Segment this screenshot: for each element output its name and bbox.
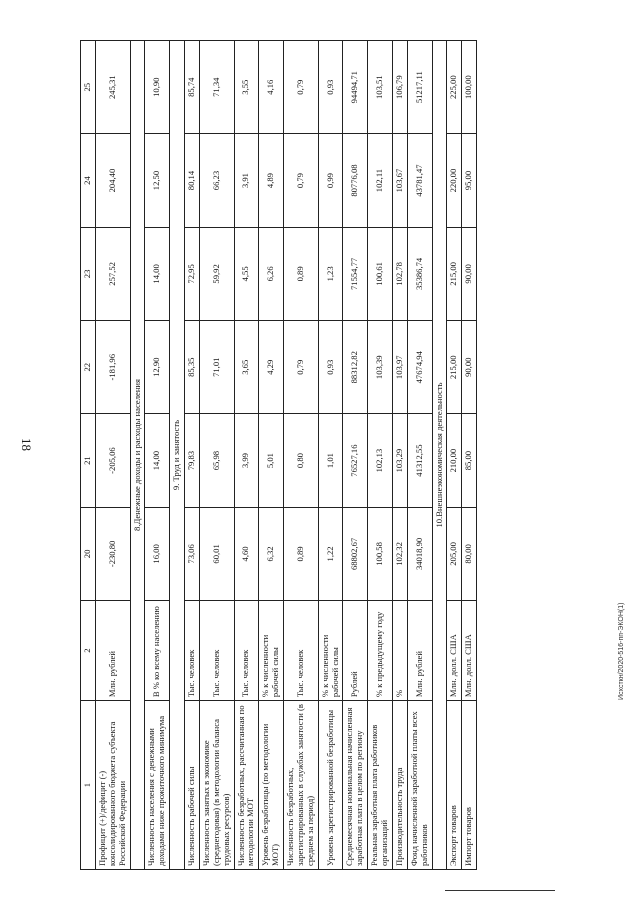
value-cell: 100,58 <box>368 507 393 600</box>
value-cell: 16,00 <box>145 507 170 600</box>
value-cell: 14,00 <box>145 227 170 320</box>
table-row <box>234 41 259 870</box>
indicator-label: Импорт товаров <box>462 701 477 870</box>
column-header: 21 <box>81 414 96 507</box>
value-cell: 85,00 <box>462 414 477 507</box>
table-row <box>368 41 393 870</box>
value-cell: 103,67 <box>392 134 407 227</box>
unit-cell: % к численности рабочей силы <box>318 601 343 701</box>
unit-cell: Млн. долл. США <box>462 601 477 701</box>
section-title: 8.Денежные доходы и расходы населения <box>130 41 145 870</box>
value-cell: 102,32 <box>392 507 407 600</box>
value-cell: 71554,77 <box>343 227 368 320</box>
value-cell: 3,99 <box>234 414 259 507</box>
unit-cell: Млн. рублей <box>407 601 432 701</box>
value-cell: 106,79 <box>392 41 407 134</box>
unit-cell: Тыс. человек <box>284 601 319 701</box>
value-cell: 51217,11 <box>407 41 432 134</box>
value-cell: 0,79 <box>284 321 319 414</box>
value-cell: 88312,82 <box>343 321 368 414</box>
section-row <box>170 41 185 870</box>
indicator-label: Численность населения с денежными доходами ниже прожиточного минимума <box>145 701 170 870</box>
section-row <box>130 41 145 870</box>
column-header: 1 <box>81 701 96 870</box>
table-row <box>95 41 130 870</box>
section-title: 10.Внешнеэкономическая деятельность <box>432 41 447 870</box>
value-cell: 94494,71 <box>343 41 368 134</box>
value-cell: 215,00 <box>447 227 462 320</box>
value-cell: 103,97 <box>392 321 407 414</box>
table-row <box>284 41 319 870</box>
value-cell: 14,00 <box>145 414 170 507</box>
value-cell: 6,26 <box>259 227 284 320</box>
value-cell: 71,01 <box>199 321 234 414</box>
column-header: 23 <box>81 227 96 320</box>
table-row <box>343 41 368 870</box>
table-row <box>447 41 462 870</box>
unit-cell: Тыс. человек <box>234 601 259 701</box>
value-cell: 102,13 <box>368 414 393 507</box>
value-cell: 215,00 <box>447 321 462 414</box>
value-cell: 3,91 <box>234 134 259 227</box>
value-cell: 0,89 <box>284 507 319 600</box>
table-header <box>81 41 96 870</box>
value-cell: 204,40 <box>95 134 130 227</box>
column-header: 20 <box>81 507 96 600</box>
value-cell: 210,00 <box>447 414 462 507</box>
value-cell: 103,39 <box>368 321 393 414</box>
table-row <box>145 41 170 870</box>
value-cell: 0,79 <box>284 134 319 227</box>
indicator-label: Уровень зарегистрированной безработицы <box>318 701 343 870</box>
value-cell: 73,06 <box>185 507 200 600</box>
value-cell: 220,00 <box>447 134 462 227</box>
indicator-label: Экспорт товаров <box>447 701 462 870</box>
value-cell: 90,00 <box>462 227 477 320</box>
table-row <box>407 41 432 870</box>
value-cell: 68802,67 <box>343 507 368 600</box>
value-cell: 79,83 <box>185 414 200 507</box>
value-cell: 60,01 <box>199 507 234 600</box>
statistics-table <box>80 40 477 870</box>
value-cell: 72,95 <box>185 227 200 320</box>
statistics-table-container <box>80 40 600 870</box>
value-cell: 80,00 <box>462 507 477 600</box>
value-cell: 71,34 <box>199 41 234 134</box>
unit-cell: В % ко всему населению <box>145 601 170 701</box>
table-row <box>185 41 200 870</box>
table-row <box>199 41 234 870</box>
table-row <box>462 41 477 870</box>
value-cell: -181,96 <box>95 321 130 414</box>
column-header: 24 <box>81 134 96 227</box>
page-number: 18 <box>19 438 34 451</box>
unit-cell: Тыс. человек <box>199 601 234 701</box>
value-cell: 95,00 <box>462 134 477 227</box>
value-cell: 4,16 <box>259 41 284 134</box>
unit-cell: Млн. долл. США <box>447 601 462 701</box>
value-cell: 12,50 <box>145 134 170 227</box>
unit-cell: % к численности рабочей силы <box>259 601 284 701</box>
value-cell: 0,93 <box>318 41 343 134</box>
value-cell: 4,55 <box>234 227 259 320</box>
value-cell: 3,55 <box>234 41 259 134</box>
value-cell: 85,35 <box>185 321 200 414</box>
value-cell: 80,14 <box>185 134 200 227</box>
indicator-label: Численность рабочей силы <box>185 701 200 870</box>
indicator-label: Уровень безработицы (по методологии МОТ) <box>259 701 284 870</box>
unit-cell: Тыс. человек <box>185 601 200 701</box>
value-cell: 5,01 <box>259 414 284 507</box>
value-cell: 66,23 <box>199 134 234 227</box>
value-cell: 225,00 <box>447 41 462 134</box>
unit-cell: Млн. рублей <box>95 601 130 701</box>
value-cell: 12,90 <box>145 321 170 414</box>
unit-cell: Рублей <box>343 601 368 701</box>
value-cell: 47674,94 <box>407 321 432 414</box>
value-cell: 0,89 <box>284 227 319 320</box>
value-cell: 102,11 <box>368 134 393 227</box>
table-row <box>259 41 284 870</box>
indicator-label: Численность безработных, зарегистрированных в службах занятости (в среднем за период) <box>284 701 319 870</box>
value-cell: 10,90 <box>145 41 170 134</box>
value-cell: 100,61 <box>368 227 393 320</box>
unit-cell: % <box>392 601 407 701</box>
value-cell: 4,60 <box>234 507 259 600</box>
value-cell: 41312,55 <box>407 414 432 507</box>
value-cell: 85,74 <box>185 41 200 134</box>
value-cell: 3,65 <box>234 321 259 414</box>
indicator-label: Профицит (+)/дефицит (-) консолидированного бюджета субъекта Российской Федерации <box>95 701 130 870</box>
value-cell: 65,98 <box>199 414 234 507</box>
value-cell: 35386,74 <box>407 227 432 320</box>
indicator-label: Среднемесячная номинальная начисленная заработная плата в целом по региону <box>343 701 368 870</box>
value-cell: 0,80 <box>284 414 319 507</box>
value-cell: 43781,47 <box>407 134 432 227</box>
value-cell: 4,89 <box>259 134 284 227</box>
document-stamp: Исхсткн/2020-516-пп-ЭКОН(1) <box>618 602 625 700</box>
value-cell: 1,23 <box>318 227 343 320</box>
value-cell: 0,79 <box>284 41 319 134</box>
column-header: 2 <box>81 601 96 701</box>
value-cell: 205,00 <box>447 507 462 600</box>
indicator-label: Фонд начисленной заработной платы всех работников <box>407 701 432 870</box>
value-cell: 59,92 <box>199 227 234 320</box>
value-cell: 34018,90 <box>407 507 432 600</box>
value-cell: 257,52 <box>95 227 130 320</box>
unit-cell: % к предыдущему году <box>368 601 393 701</box>
footer-rule <box>445 890 555 891</box>
value-cell: 103,51 <box>368 41 393 134</box>
table-body <box>95 41 476 870</box>
value-cell: 0,99 <box>318 134 343 227</box>
value-cell: 102,78 <box>392 227 407 320</box>
value-cell: 80776,08 <box>343 134 368 227</box>
table-row <box>392 41 407 870</box>
section-title: 9. Труд и занятость <box>170 41 185 870</box>
value-cell: 6,32 <box>259 507 284 600</box>
header-row <box>81 41 96 870</box>
value-cell: 76527,16 <box>343 414 368 507</box>
value-cell: -205,06 <box>95 414 130 507</box>
value-cell: 1,22 <box>318 507 343 600</box>
indicator-label: Производительность труда <box>392 701 407 870</box>
value-cell: -230,80 <box>95 507 130 600</box>
value-cell: 100,00 <box>462 41 477 134</box>
indicator-label: Реальная заработная плата работников организаций <box>368 701 393 870</box>
indicator-label: Численность занятых в экономике (среднегодовая) (в методологии баланса трудовых ресурсов) <box>199 701 234 870</box>
value-cell: 103,29 <box>392 414 407 507</box>
table-row <box>318 41 343 870</box>
indicator-label: Численность безработных, рассчитанная по методологии МОТ <box>234 701 259 870</box>
value-cell: 4,29 <box>259 321 284 414</box>
value-cell: 90,00 <box>462 321 477 414</box>
value-cell: 1,01 <box>318 414 343 507</box>
column-header: 25 <box>81 41 96 134</box>
section-row <box>432 41 447 870</box>
column-header: 22 <box>81 321 96 414</box>
rotated-table-frame <box>80 40 600 870</box>
value-cell: 0,93 <box>318 321 343 414</box>
value-cell: 245,31 <box>95 41 130 134</box>
